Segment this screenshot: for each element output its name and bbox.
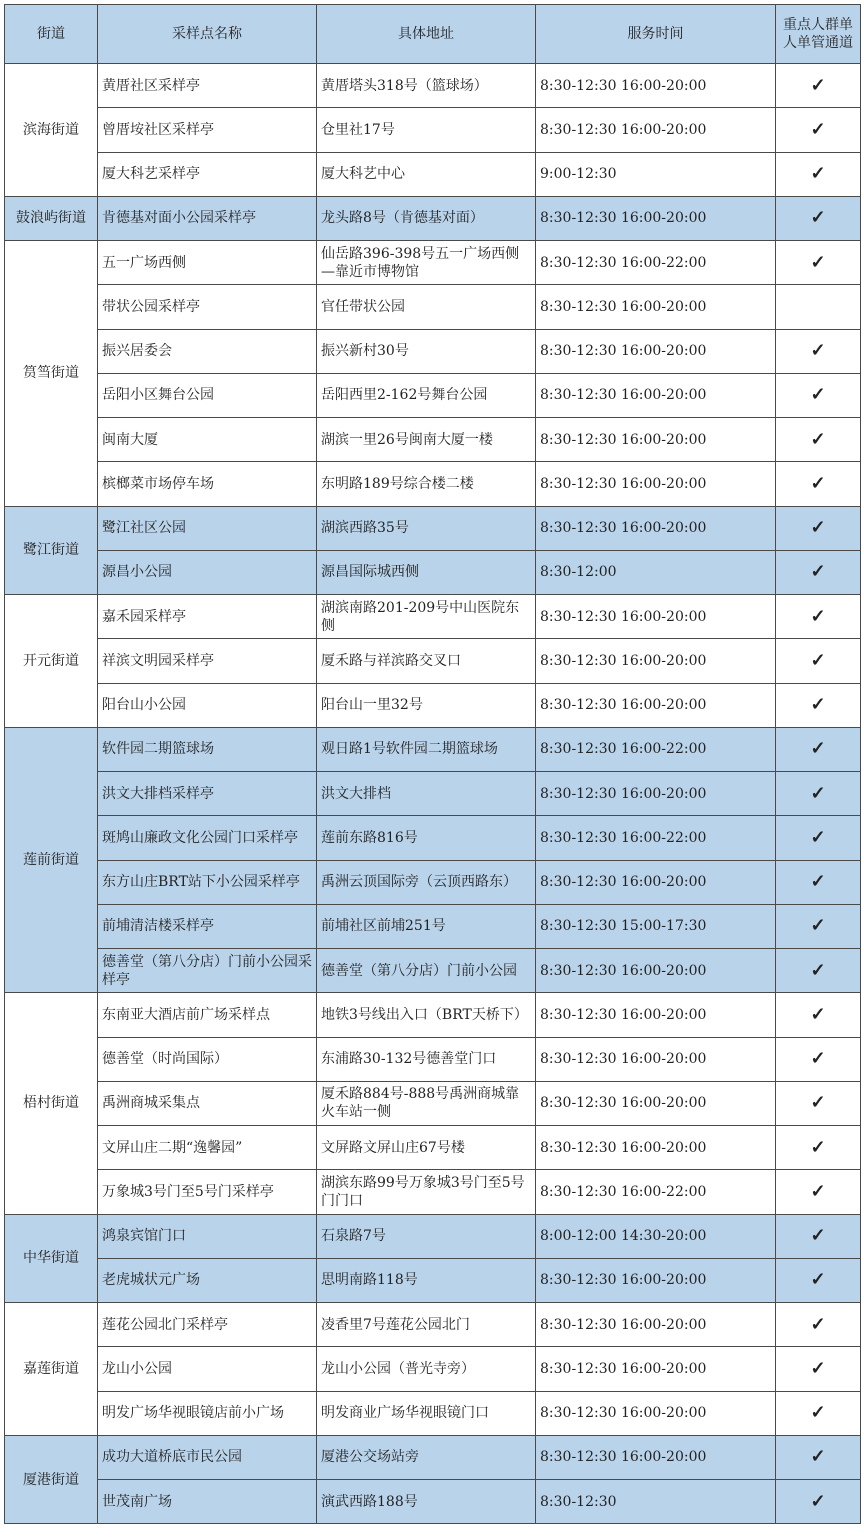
site-name-cell: 老虎城状元广场 [98, 1258, 317, 1302]
address-cell: 前埔社区前埔251号 [317, 904, 536, 948]
site-name-cell: 曾厝垵社区采样亭 [98, 108, 317, 152]
service-hours-cell: 8:30-12:30 16:00-20:00 [536, 1303, 776, 1347]
address-cell: 厦大科艺中心 [317, 152, 536, 196]
table-row [5, 462, 861, 506]
service-hours-cell: 8:30-12:30 16:00-20:00 [536, 1126, 776, 1170]
address-cell: 演武西路188号 [317, 1480, 536, 1524]
district-cell: 莲前街道 [5, 727, 98, 993]
channel-check-cell: ✓ [776, 595, 861, 639]
address-cell: 阳台山一里32号 [317, 683, 536, 727]
table-row [5, 595, 861, 639]
service-hours-cell: 8:30-12:30 16:00-20:00 [536, 1081, 776, 1125]
channel-check-cell: ✓ [776, 329, 861, 373]
site-name-cell: 槟榔菜市场停车场 [98, 462, 317, 506]
address-cell: 洪文大排档 [317, 772, 536, 816]
service-hours-cell: 8:30-12:30 16:00-20:00 [536, 506, 776, 550]
channel-check-cell: ✓ [776, 904, 861, 948]
channel-check-cell: ✓ [776, 727, 861, 771]
channel-check-cell: ✓ [776, 462, 861, 506]
service-hours-cell: 8:30-12:30 16:00-20:00 [536, 1435, 776, 1479]
site-name-cell: 源昌小公园 [98, 550, 317, 594]
service-hours-cell: 8:30-12:30 16:00-20:00 [536, 772, 776, 816]
address-cell: 思明南路118号 [317, 1258, 536, 1302]
site-name-cell: 世茂南广场 [98, 1480, 317, 1524]
service-hours-cell: 8:30-12:30 16:00-20:00 [536, 993, 776, 1037]
service-hours-cell: 8:30-12:30 16:00-20:00 [536, 418, 776, 462]
header-channel: 重点人群单人单管通道 [776, 5, 861, 64]
table-row [5, 993, 861, 1037]
sampling-sites-table [4, 4, 861, 1524]
table-row [5, 418, 861, 462]
channel-check-cell: ✓ [776, 860, 861, 904]
district-cell: 筼筜街道 [5, 241, 98, 507]
channel-check-cell: ✓ [776, 373, 861, 417]
channel-check-cell: ✓ [776, 64, 861, 108]
table-body [5, 64, 861, 1524]
table-row [5, 1303, 861, 1347]
site-name-cell: 禹洲商城采集点 [98, 1081, 317, 1125]
service-hours-cell: 8:30-12:30 16:00-20:00 [536, 1037, 776, 1081]
channel-check-cell: ✓ [776, 1347, 861, 1391]
address-cell: 文屏路文屏山庄67号楼 [317, 1126, 536, 1170]
district-cell: 中华街道 [5, 1214, 98, 1303]
table-row [5, 196, 861, 240]
table-row [5, 1480, 861, 1524]
channel-check-cell: ✓ [776, 639, 861, 683]
service-hours-cell: 8:30-12:30 [536, 1480, 776, 1524]
service-hours-cell: 8:30-12:30 16:00-20:00 [536, 860, 776, 904]
site-name-cell: 明发广场华视眼镜店前小广场 [98, 1391, 317, 1435]
address-cell: 厦禾路884号-888号禹洲商城靠火车站一侧 [317, 1081, 536, 1125]
address-cell: 仓里社17号 [317, 108, 536, 152]
channel-check-cell: ✓ [776, 683, 861, 727]
table-row [5, 727, 861, 771]
header-site: 采样点名称 [98, 5, 317, 64]
channel-check-cell: ✓ [776, 816, 861, 860]
header-address: 具体地址 [317, 5, 536, 64]
service-hours-cell: 9:00-12:30 [536, 152, 776, 196]
service-hours-cell: 8:30-12:30 16:00-22:00 [536, 241, 776, 285]
service-hours-cell: 8:30-12:30 16:00-20:00 [536, 1347, 776, 1391]
table-row [5, 1391, 861, 1435]
site-name-cell: 振兴居委会 [98, 329, 317, 373]
site-name-cell: 东南亚大酒店前广场采样点 [98, 993, 317, 1037]
address-cell: 岳阳西里2-162号舞台公园 [317, 373, 536, 417]
address-cell: 振兴新村30号 [317, 329, 536, 373]
service-hours-cell: 8:30-12:30 16:00-20:00 [536, 462, 776, 506]
address-cell: 凌香里7号莲花公园北门 [317, 1303, 536, 1347]
service-hours-cell: 8:30-12:30 15:00-17:30 [536, 904, 776, 948]
table-row [5, 1258, 861, 1302]
channel-check-cell: ✓ [776, 1435, 861, 1479]
table-row [5, 506, 861, 550]
district-cell: 梧村街道 [5, 993, 98, 1214]
address-cell: 湖滨一里26号闽南大厦一楼 [317, 418, 536, 462]
address-cell: 湖滨东路99号万象城3号门至5号门门口 [317, 1170, 536, 1214]
service-hours-cell: 8:30-12:30 16:00-20:00 [536, 639, 776, 683]
header-hours: 服务时间 [536, 5, 776, 64]
channel-check-cell: ✓ [776, 1303, 861, 1347]
site-name-cell: 前埔清洁楼采样亭 [98, 904, 317, 948]
channel-check-cell: ✓ [776, 550, 861, 594]
table-row [5, 108, 861, 152]
service-hours-cell: 8:30-12:30 16:00-22:00 [536, 727, 776, 771]
site-name-cell: 闽南大厦 [98, 418, 317, 462]
address-cell: 观日路1号软件园二期篮球场 [317, 727, 536, 771]
service-hours-cell: 8:30-12:30 16:00-20:00 [536, 329, 776, 373]
channel-check-cell: ✓ [776, 993, 861, 1037]
site-name-cell: 斑鸠山廉政文化公园门口采样亭 [98, 816, 317, 860]
address-cell: 湖滨西路35号 [317, 506, 536, 550]
table-row [5, 329, 861, 373]
address-cell: 东明路189号综合楼二楼 [317, 462, 536, 506]
table-row [5, 860, 861, 904]
site-name-cell: 阳台山小公园 [98, 683, 317, 727]
service-hours-cell: 8:00-12:00 14:30-20:00 [536, 1214, 776, 1258]
channel-check-cell: ✓ [776, 152, 861, 196]
channel-check-cell: ✓ [776, 506, 861, 550]
channel-check-cell: ✓ [776, 1480, 861, 1524]
table-row [5, 683, 861, 727]
site-name-cell: 厦大科艺采样亭 [98, 152, 317, 196]
header-row [5, 5, 861, 64]
district-cell: 厦港街道 [5, 1435, 98, 1524]
table-row [5, 639, 861, 683]
table-row [5, 285, 861, 329]
district-cell: 滨海街道 [5, 64, 98, 197]
table-row [5, 1170, 861, 1214]
address-cell: 明发商业广场华视眼镜门口 [317, 1391, 536, 1435]
site-name-cell: 龙山小公园 [98, 1347, 317, 1391]
site-name-cell: 五一广场西侧 [98, 241, 317, 285]
table-row [5, 772, 861, 816]
address-cell: 石泉路7号 [317, 1214, 536, 1258]
address-cell: 莲前东路816号 [317, 816, 536, 860]
site-name-cell: 莲花公园北门采样亭 [98, 1303, 317, 1347]
address-cell: 地铁3号线出入口（BRT天桥下） [317, 993, 536, 1037]
service-hours-cell: 8:30-12:30 16:00-20:00 [536, 683, 776, 727]
channel-check-cell: ✓ [776, 241, 861, 285]
table-row [5, 1081, 861, 1125]
channel-check-cell: ✓ [776, 1214, 861, 1258]
channel-check-cell: ✓ [776, 196, 861, 240]
table-row [5, 1037, 861, 1081]
address-cell: 仙岳路396-398号五一广场西侧—靠近市博物馆 [317, 241, 536, 285]
table-row [5, 64, 861, 108]
district-cell: 鹭江街道 [5, 506, 98, 595]
service-hours-cell: 8:30-12:30 16:00-20:00 [536, 1258, 776, 1302]
site-name-cell: 德善堂（时尚国际） [98, 1037, 317, 1081]
header-district: 街道 [5, 5, 98, 64]
address-cell: 源昌国际城西侧 [317, 550, 536, 594]
service-hours-cell: 8:30-12:30 16:00-20:00 [536, 285, 776, 329]
site-name-cell: 成功大道桥底市民公园 [98, 1435, 317, 1479]
service-hours-cell: 8:30-12:30 16:00-20:00 [536, 373, 776, 417]
address-cell: 龙头路8号（肯德基对面） [317, 196, 536, 240]
table-row [5, 1435, 861, 1479]
address-cell: 湖滨南路201-209号中山医院东侧 [317, 595, 536, 639]
table-row [5, 1214, 861, 1258]
table-row [5, 152, 861, 196]
address-cell: 龙山小公园（普光寺旁） [317, 1347, 536, 1391]
channel-check-cell: ✓ [776, 418, 861, 462]
site-name-cell: 软件园二期篮球场 [98, 727, 317, 771]
service-hours-cell: 8:30-12:30 16:00-20:00 [536, 108, 776, 152]
table-row [5, 949, 861, 993]
channel-check-cell: ✓ [776, 1170, 861, 1214]
channel-check-cell: ✓ [776, 1037, 861, 1081]
service-hours-cell: 8:30-12:30 16:00-20:00 [536, 1391, 776, 1435]
service-hours-cell: 8:30-12:30 16:00-22:00 [536, 816, 776, 860]
address-cell: 东浦路30-132号德善堂门口 [317, 1037, 536, 1081]
site-name-cell: 带状公园采样亭 [98, 285, 317, 329]
site-name-cell: 德善堂（第八分店）门前小公园采样亭 [98, 949, 317, 993]
service-hours-cell: 8:30-12:30 16:00-20:00 [536, 196, 776, 240]
channel-check-cell: ✓ [776, 108, 861, 152]
site-name-cell: 东方山庄BRT站下小公园采样亭 [98, 860, 317, 904]
service-hours-cell: 8:30-12:30 16:00-22:00 [536, 1170, 776, 1214]
site-name-cell: 嘉禾园采样亭 [98, 595, 317, 639]
district-cell: 开元街道 [5, 595, 98, 728]
channel-check-cell: ✓ [776, 1391, 861, 1435]
site-name-cell: 岳阳小区舞台公园 [98, 373, 317, 417]
site-name-cell: 鸿泉宾馆门口 [98, 1214, 317, 1258]
service-hours-cell: 8:30-12:00 [536, 550, 776, 594]
table-row [5, 550, 861, 594]
site-name-cell: 肯德基对面小公园采样亭 [98, 196, 317, 240]
address-cell: 黄厝塔头318号（篮球场） [317, 64, 536, 108]
address-cell: 德善堂（第八分店）门前小公园 [317, 949, 536, 993]
address-cell: 官任带状公园 [317, 285, 536, 329]
service-hours-cell: 8:30-12:30 16:00-20:00 [536, 595, 776, 639]
district-cell: 嘉莲街道 [5, 1303, 98, 1436]
channel-check-cell [776, 285, 861, 329]
site-name-cell: 祥滨文明园采样亭 [98, 639, 317, 683]
channel-check-cell: ✓ [776, 949, 861, 993]
table-row [5, 241, 861, 285]
site-name-cell: 万象城3号门至5号门采样亭 [98, 1170, 317, 1214]
table-row [5, 1347, 861, 1391]
table-row [5, 1126, 861, 1170]
address-cell: 厦港公交场站旁 [317, 1435, 536, 1479]
site-name-cell: 鹭江社区公园 [98, 506, 317, 550]
channel-check-cell: ✓ [776, 1126, 861, 1170]
site-name-cell: 黄厝社区采样亭 [98, 64, 317, 108]
address-cell: 禹洲云顶国际旁（云顶西路东） [317, 860, 536, 904]
channel-check-cell: ✓ [776, 1258, 861, 1302]
table-row [5, 373, 861, 417]
table-row [5, 904, 861, 948]
service-hours-cell: 8:30-12:30 16:00-20:00 [536, 64, 776, 108]
service-hours-cell: 8:30-12:30 16:00-20:00 [536, 949, 776, 993]
site-name-cell: 文屏山庄二期“逸馨园” [98, 1126, 317, 1170]
table-row [5, 816, 861, 860]
address-cell: 厦禾路与祥滨路交叉口 [317, 639, 536, 683]
site-name-cell: 洪文大排档采样亭 [98, 772, 317, 816]
district-cell: 鼓浪屿街道 [5, 196, 98, 240]
channel-check-cell: ✓ [776, 1081, 861, 1125]
channel-check-cell: ✓ [776, 772, 861, 816]
